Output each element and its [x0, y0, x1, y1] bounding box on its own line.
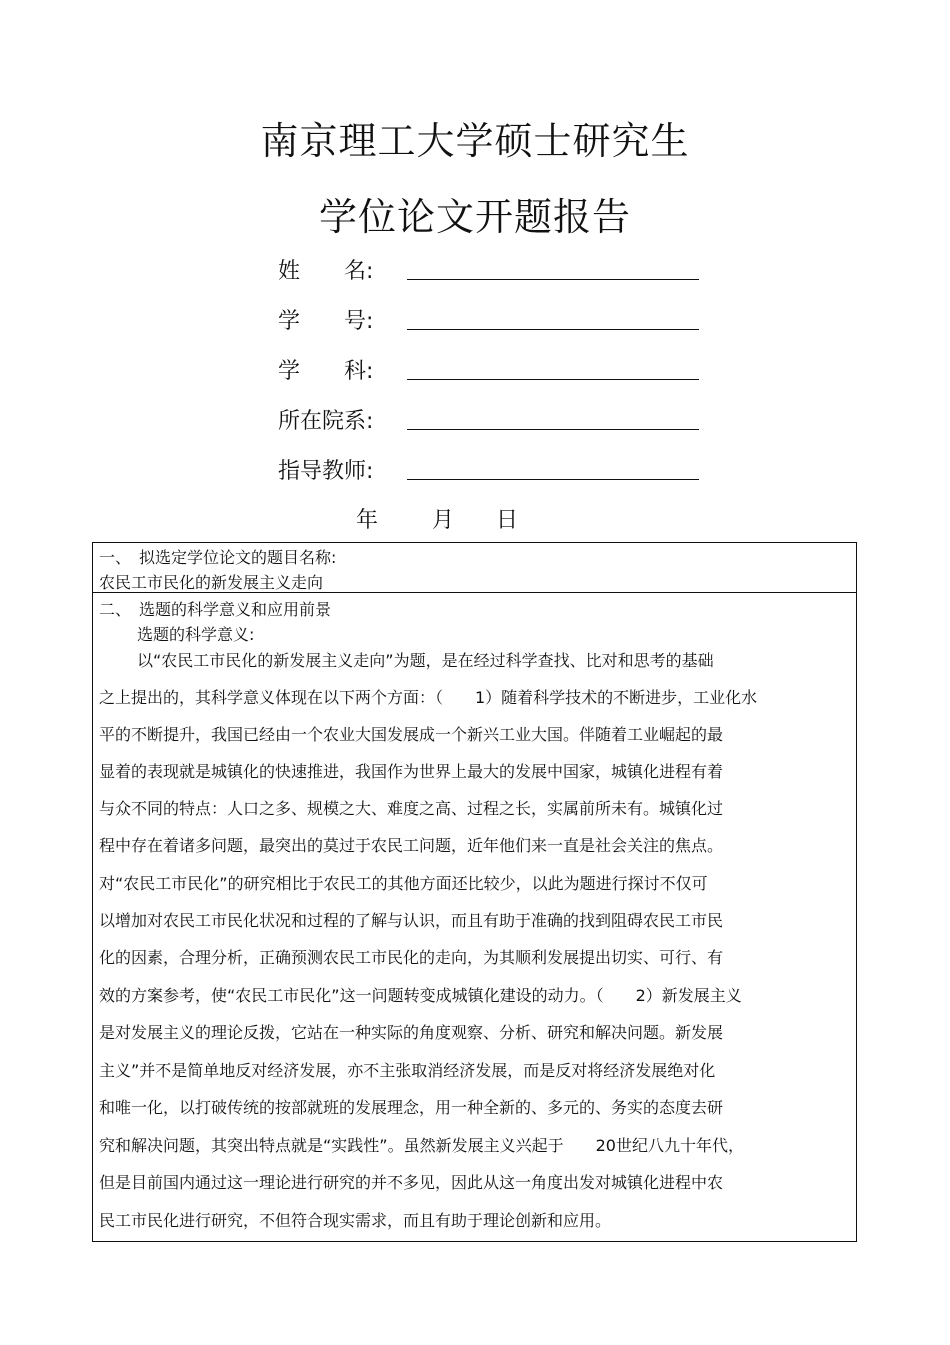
- field-label-name: 姓 名:: [278, 259, 374, 284]
- body-line: 以“农民工市民化的新发展主义走向”为题，是在经过科学查找、比对和思考的基础: [137, 651, 714, 670]
- field-line-department[interactable]: [407, 429, 699, 430]
- field-line-advisor[interactable]: [407, 479, 699, 480]
- field-label-department: 所在院系:: [278, 409, 374, 434]
- field-label-student-id: 学 号:: [278, 309, 374, 334]
- body-line: 和唯一化，以打破传统的按部就班的发展理念，用一种全新的、多元的、务实的态度去研: [99, 1098, 724, 1117]
- field-line-name[interactable]: [407, 279, 699, 280]
- field-line-student-id[interactable]: [407, 329, 699, 330]
- date-year: 年: [356, 508, 379, 533]
- title-line-2: 学位论文开题报告: [318, 195, 631, 239]
- field-line-discipline[interactable]: [407, 379, 699, 380]
- body-line: 化的因素，合理分析，正确预测农民工市民化的走向，为其顺利发展提出切实、可行、有: [99, 948, 724, 967]
- body-line: 之上提出的，其科学意义体现在以下两个方面：（ 1）随着科学技术的不断进步，工业化水: [99, 688, 758, 707]
- section-2-subheading: 选题的科学意义:: [137, 625, 255, 644]
- body-line: 对“农民工市民化”的研究相比于农民工的其他方面还比较少，以此为题进行探讨不仅可: [99, 874, 708, 893]
- body-line: 与众不同的特点：人口之多、规模之大、难度之高、过程之长，实属前所未有。城镇化过: [99, 799, 724, 818]
- body-line: 以增加对农民工市民化状况和过程的了解与认识，而且有助于准确的找到阻碍农民工市民: [99, 911, 724, 930]
- field-label-advisor: 指导教师:: [278, 459, 374, 484]
- section-1-heading: 一、 拟选定学位论文的题目名称:: [99, 548, 337, 567]
- date-day: 日: [496, 508, 519, 533]
- date-month: 月: [432, 508, 455, 533]
- body-line: 究和解决问题，其突出特点就是“实践性”。虽然新发展主义兴起于 20世纪八九十年代，: [99, 1136, 744, 1155]
- body-line: 程中存在着诸多问题，最突出的莫过于农民工问题，近年他们来一直是社会关注的焦点。: [99, 836, 724, 855]
- body-line: 显着的表现就是城镇化的快速推进，我国作为世界上最大的发展中国家，城镇化进程有着: [99, 762, 724, 781]
- title-line-1: 南京理工大学硕士研究生: [260, 119, 690, 163]
- section-2-heading: 二、 选题的科学意义和应用前景: [99, 600, 332, 619]
- body-line: 效的方案参考，使“农民工市民化”这一问题转变成城镇化建设的动力。（ 2）新发展主义: [99, 986, 742, 1005]
- body-line: 平的不断提升，我国已经由一个农业大国发展成一个新兴工业大国。伴随着工业崛起的最: [99, 725, 724, 744]
- field-label-discipline: 学 科:: [278, 359, 374, 384]
- body-line: 民工市民化进行研究，不但符合现实需求，而且有助于理论创新和应用。: [99, 1211, 612, 1230]
- body-line: 但是目前国内通过这一理论进行研究的并不多见，因此从这一角度出发对城镇化进程中农: [99, 1173, 724, 1192]
- section-1-topic: 农民工市民化的新发展主义走向: [99, 573, 324, 592]
- body-line: 主义”并不是简单地反对经济发展，亦不主张取消经济发展，而是反对将经济发展绝对化: [99, 1061, 716, 1080]
- body-line: 是对发展主义的理论反拨，它站在一种实际的角度观察、分析、研究和解决问题。新发展: [99, 1023, 724, 1042]
